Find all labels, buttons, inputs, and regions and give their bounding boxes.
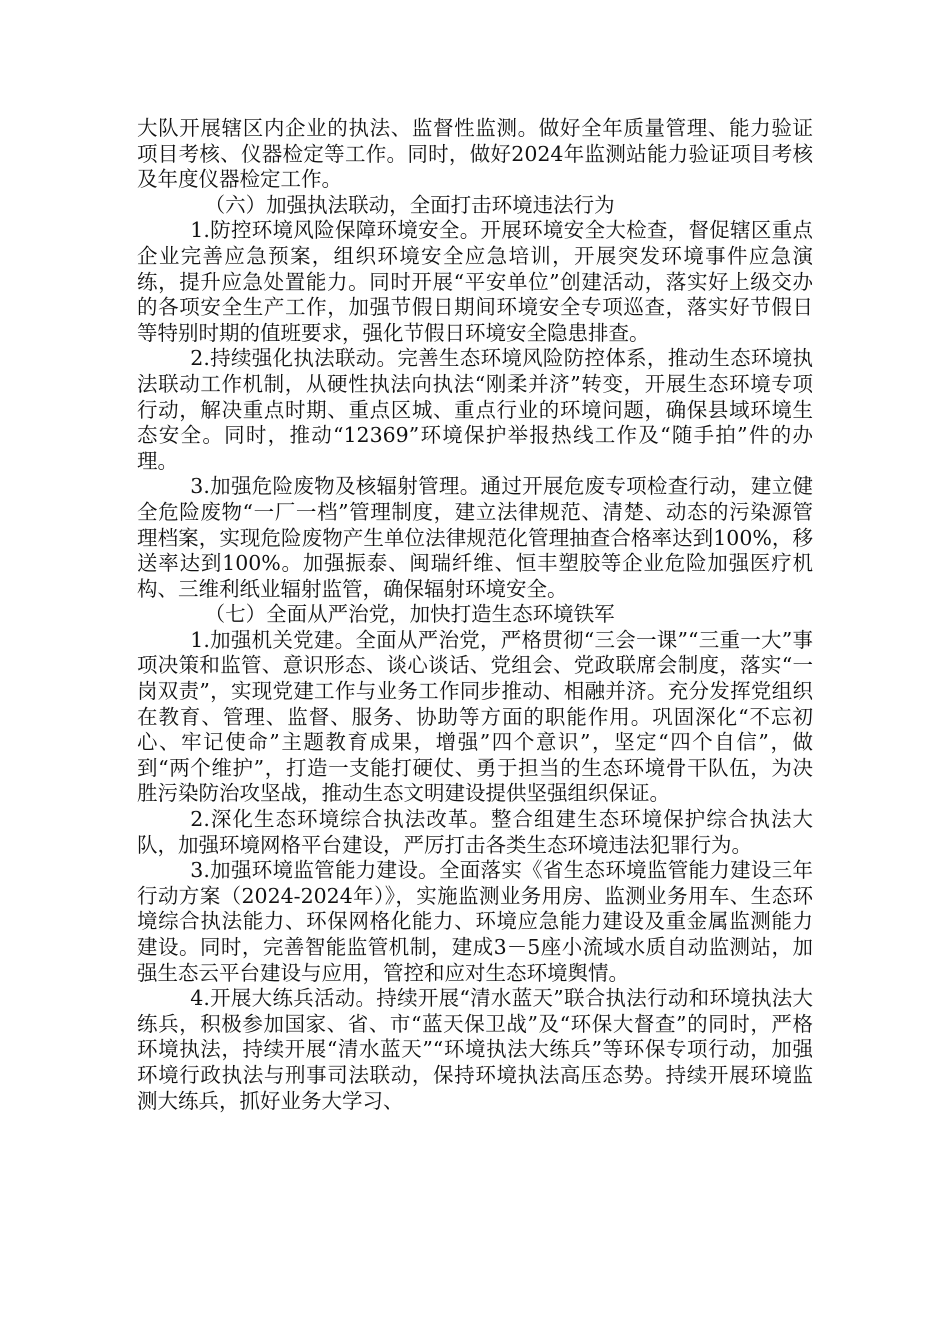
document-body (137, 116, 813, 1114)
paragraph-7-4: 4.开展大练兵活动。持续开展“清水蓝天”联合执法行动和环境执法大练兵，积极参加国家、省、市“蓝天保卫战”及“环保大督查”的同时，严格环境执法，持续开展“清水蓝天”“环境执法大练兵”等环保专项行动，加强环境行政执法与刑事司法联动，保持环境执法高压态势。持续开展环境监测大练兵，抓好业务大学习、 (137, 986, 813, 1113)
section-heading-6: （六）加强执法联动，全面打击环境违法行为 (204, 192, 615, 217)
paragraph-7-1: 1.加强机关党建。全面从严治党，严格贯彻“三会一课”“三重一大”事项决策和监管、意识形态、谈心谈话、党组会、党政联席会制度，落实“一岗双责”，实现党建工作与业务工作同步推动、相融并济。充分发挥党组织在教育、管理、监督、服务、协助等方面的职能作用。巩固深化“不忘初心、牢记使命”主题教育成果，增强”四个意识”，坚定“四个自信”，做到“两个维护”，打造一支能打硬仗、勇于担当的生态环境骨干队伍，为决胜污染防治攻坚战，推动生态文明建设提供坚强组织保证。 (137, 627, 813, 806)
paragraph-6-1: 1.防控环境风险保障环境安全。开展环境安全大检查，督促辖区重点企业完善应急预案，组织环境安全应急培训，开展突发环境事件应急演练，提升应急处置能力。同时开展“平安单位”创建活动，落实好上级交办的各项安全生产工作，加强节假日期间环境安全专项巡查，落实好节假日等特别时期的值班要求，强化节假日环境安全隐患排查。 (137, 218, 813, 345)
paragraph-continued: 大队开展辖区内企业的执法、监督性监测。做好全年质量管理、能力验证项目考核、仪器检定等工作。同时，做好2024年监测站能力验证项目考核及年度仪器检定工作。 (137, 116, 813, 192)
paragraph-6-2: 2.持续强化执法联动。完善生态环境风险防控体系，推动生态环境执法联动工作机制，从硬性执法向执法“刚柔并济”转变，开展生态环境专项行动，解决重点时期、重点区城、重点行业的环境问题，确保县域环境生态安全。同时，推动“12369”环境保护举报热线工作及“随手拍”件的办理。 (137, 346, 813, 473)
paragraph-7-3: 3.加强环境监管能力建设。全面落实《省生态环境监管能力建设三年行动方案（2024-2024年）》，实施监测业务用房、监测业务用车、生态环境综合执法能力、环保网格化能力、环境应急能力建设及重金属监测能力建设。同时，完善智能监管机制，建成3－5座小流域水质自动监测站，加强生态云平台建设与应用，管控和应对生态环境舆情。 (137, 858, 813, 985)
section-heading-7: （七）全面从严治党，加快打造生态环境铁军 (204, 602, 615, 627)
paragraph-6-3: 3.加强危险废物及核辐射管理。通过开展危废专项检查行动，建立健全危险废物“一厂一档”管理制度，建立法律规范、清楚、动态的污染源管理档案，实现危险废物产生单位法律规范化管理抽查合格率达到100%，移送率达到100%。加强振泰、闽瑞纤维、恒丰塑胶等企业危险加强医疗机构、三维利纸业辐射监管，确保辐射环境安全。 (137, 474, 813, 601)
paragraph-7-2: 2.深化生态环境综合执法改革。整合组建生态环境保护综合执法大队，加强环境网格平台建设，严厉打击各类生态环境违法犯罪行为。 (137, 807, 813, 857)
